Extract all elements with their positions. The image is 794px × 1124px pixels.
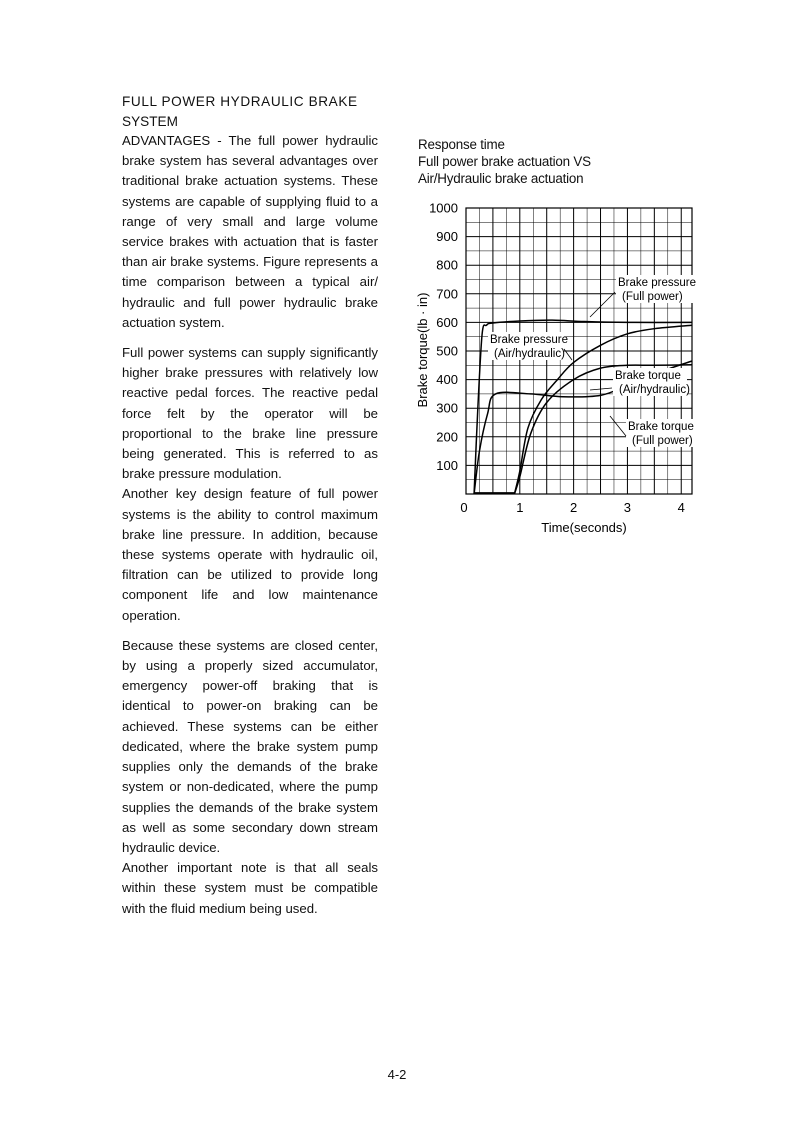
figure-title (418, 136, 591, 187)
label-brake-pressure-full-power-leader (590, 292, 615, 317)
y-axis-label: Brake torque(lb · in) (415, 292, 430, 408)
y-tick-label: 700 (436, 286, 458, 302)
paragraph-advantages-text: - The full power hydraulic brake system has several advantages over traditional brake actuation systems. These systems are capable of supplying fluid to a range of very small and large volume service brakes with actuation that is faster than air brake systems. Figure represents a time comparison between a typical air/ hydraulic and full power hydraulic brake actuation system. (122, 133, 378, 330)
paragraph-closed-center: Because these systems are closed center, by using a properly sized accumulator, emergency power-off braking that is identical to power-on braking can be achieved. These systems can be either dedicated, where the brake system pump supplies only the demands of the brake system or non-dedicated, where the pump supplies the demands of the brake system as well as some secondary down stream hydraulic device. (122, 637, 378, 855)
x-tick-label: 4 (677, 500, 685, 515)
label-brake-pressure-air-hydraulic-line: (Air/hydraulic) (494, 348, 565, 360)
x-tick-label: 2 (570, 500, 578, 515)
section-title-line2: SYSTEM (122, 114, 178, 129)
advantages-label: ADVANTAGES (122, 133, 211, 148)
x-tick-label: 0 (460, 500, 468, 515)
label-brake-torque-full-power-leader (610, 416, 626, 436)
figure-title-line2: Full power brake actuation VS (418, 154, 591, 169)
figure-title-line1: Response time (418, 137, 505, 152)
y-tick-label: 300 (436, 400, 458, 416)
label-brake-torque-full-power-line: (Full power) (632, 435, 693, 447)
response-time-chart (400, 190, 710, 550)
page-number: 4-2 (387, 1067, 407, 1082)
text-column (122, 92, 378, 929)
paragraph-seals: Another important note is that all seals within these system must be compatible with the fluid medium being used. (122, 860, 378, 916)
y-tick-label: 200 (436, 429, 458, 445)
y-tick-label: 800 (436, 257, 458, 273)
paragraph-control: Another key design feature of full power systems is the ability to control maximum brake line pressure. In addition, because these systems operate with hydraulic oil, filtration can be utilized to provide long component life and low maintenance operation. (122, 486, 378, 623)
x-tick-label: 1 (516, 500, 524, 515)
label-brake-pressure-air-hydraulic-line: Brake pressure (490, 334, 568, 346)
y-tick-label: 600 (436, 314, 458, 330)
x-tick-label: 3 (623, 500, 632, 515)
figure-title-line3: Air/Hydraulic brake actuation (418, 171, 584, 186)
label-brake-torque-air-hydraulic-line: (Air/hydraulic) (619, 384, 690, 396)
label-brake-pressure-full-power-line: Brake pressure (618, 277, 696, 289)
x-axis-label: Time(seconds) (541, 520, 627, 535)
label-brake-pressure-full-power-line: (Full power) (622, 291, 683, 303)
y-tick-label: 1000 (429, 200, 458, 216)
section-title: FULL POWER HYDRAULIC BRAKE (122, 94, 358, 109)
label-brake-torque-air-hydraulic-line: Brake torque (615, 370, 681, 382)
y-tick-label: 100 (436, 457, 458, 473)
paragraph-advantages (122, 131, 378, 333)
label-brake-torque-full-power-line: Brake torque (628, 421, 694, 433)
y-tick-label: 500 (436, 343, 458, 359)
paragraph-pressure: Full power systems can supply significantly higher brake pressures with relatively low reactive pedal forces. The reactive pedal force felt by the operator will be proportional to the brake line pressure being generated. This is referred to as brake pressure modulation. (122, 345, 378, 482)
y-tick-label: 900 (436, 229, 458, 245)
y-tick-label: 400 (436, 372, 458, 388)
